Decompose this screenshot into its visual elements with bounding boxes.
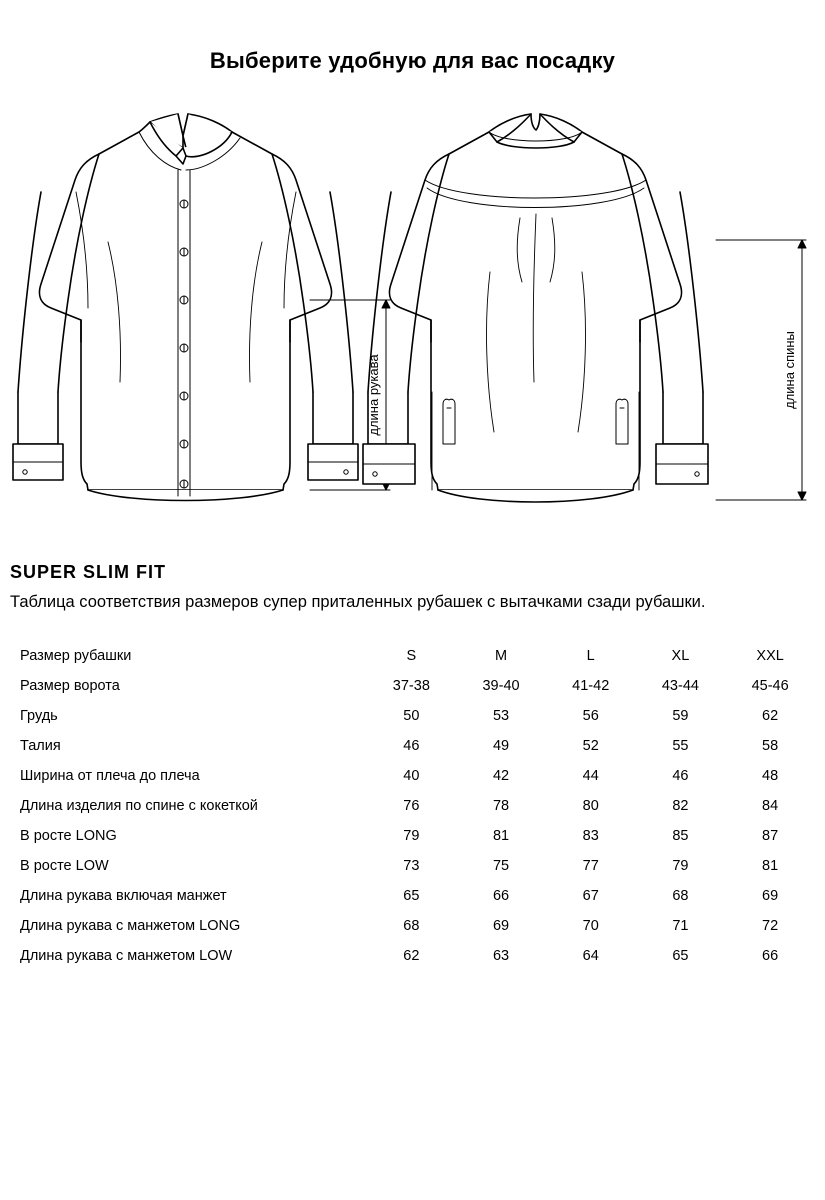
table-row <box>10 791 815 821</box>
table-row <box>10 761 815 791</box>
row-value: 66 <box>762 947 779 964</box>
shirt-back-view <box>363 114 708 502</box>
row-value: 69 <box>492 917 510 934</box>
table-row <box>10 941 815 971</box>
page-title: Выберите удобную для вас посадку <box>209 48 616 73</box>
row-value: 80 <box>582 797 599 814</box>
row-value: 39-40 <box>482 677 520 694</box>
row-value: 73 <box>403 857 420 874</box>
row-value: 71 <box>672 917 689 934</box>
row-value: 66 <box>492 887 510 904</box>
row-label: Длина рукава с манжетом LOW <box>20 947 233 964</box>
row-value: 45-46 <box>751 677 789 694</box>
table-row <box>10 851 815 881</box>
fit-description-block <box>0 562 825 971</box>
row-value: 40 <box>403 767 420 784</box>
row-value: 68 <box>403 917 420 934</box>
row-value: 43-44 <box>661 677 699 694</box>
table-header-xxl: XXL <box>756 647 784 664</box>
row-label: В росте LOW <box>20 857 109 874</box>
table-row <box>10 701 815 731</box>
back-length-label: длина спины <box>782 331 797 409</box>
row-value: 59 <box>672 707 689 724</box>
shirt-illustration <box>0 92 825 562</box>
row-value: 79 <box>672 857 689 874</box>
row-value: 70 <box>582 917 599 934</box>
row-value: 79 <box>403 827 420 844</box>
row-value: 81 <box>762 857 779 874</box>
row-value: 72 <box>762 917 779 934</box>
row-value: 50 <box>403 707 420 724</box>
fit-name: SUPER SLIM FIT <box>10 562 167 582</box>
table-row <box>10 731 815 761</box>
row-value: 83 <box>582 827 599 844</box>
row-value: 77 <box>582 857 599 874</box>
row-value: 58 <box>762 737 779 754</box>
row-value: 65 <box>403 887 420 904</box>
table-row <box>10 671 815 701</box>
row-value: 68 <box>672 887 689 904</box>
row-value: 62 <box>403 947 420 964</box>
row-value: 48 <box>762 767 779 784</box>
row-value: 65 <box>672 947 689 964</box>
row-value: 49 <box>492 737 510 754</box>
row-value: 82 <box>672 797 689 814</box>
row-value: 37-38 <box>392 677 430 694</box>
row-label: В росте LONG <box>20 827 117 844</box>
shirt-front-view <box>13 114 358 501</box>
sleeve-length-label: длина рукава <box>366 354 381 436</box>
row-value: 44 <box>582 767 599 784</box>
table-row <box>10 881 815 911</box>
row-value: 64 <box>582 947 599 964</box>
table-row <box>10 911 815 941</box>
size-table <box>10 641 815 971</box>
row-value: 69 <box>762 887 779 904</box>
row-value: 53 <box>492 707 510 724</box>
row-value: 76 <box>403 797 420 814</box>
table-header-xl: XL <box>671 647 690 664</box>
row-value: 75 <box>492 857 510 874</box>
row-value: 62 <box>762 707 779 724</box>
fit-description: Таблица соответствия размеров супер приталенных рубашек с вытачками сзади рубашки. <box>10 593 706 611</box>
row-value: 52 <box>582 737 599 754</box>
row-value: 56 <box>582 707 599 724</box>
row-label: Ширина от плеча до плеча <box>20 767 200 784</box>
row-label: Длина рукава с манжетом LONG <box>20 917 241 934</box>
row-value: 81 <box>492 827 510 844</box>
row-value: 67 <box>582 887 599 904</box>
table-header-label: Размер рубашки <box>20 647 132 664</box>
table-header-m: M <box>494 647 508 664</box>
row-value: 78 <box>492 797 510 814</box>
row-value: 85 <box>672 827 689 844</box>
row-label: Длина изделия по спине с кокеткой <box>20 797 258 814</box>
row-value: 84 <box>762 797 779 814</box>
row-value: 42 <box>492 767 510 784</box>
row-label: Размер ворота <box>20 677 120 694</box>
row-label: Грудь <box>20 707 58 724</box>
table-row <box>10 821 815 851</box>
table-header-s: S <box>406 647 417 664</box>
row-value: 63 <box>492 947 510 964</box>
row-value: 55 <box>672 737 689 754</box>
table-header-row <box>10 641 815 671</box>
row-value: 46 <box>672 767 689 784</box>
table-header-l: L <box>586 647 595 664</box>
row-value: 87 <box>762 827 779 844</box>
row-label: Талия <box>20 737 61 754</box>
row-value: 41-42 <box>572 677 610 694</box>
row-label: Длина рукава включая манжет <box>20 887 227 904</box>
row-value: 46 <box>403 737 420 754</box>
